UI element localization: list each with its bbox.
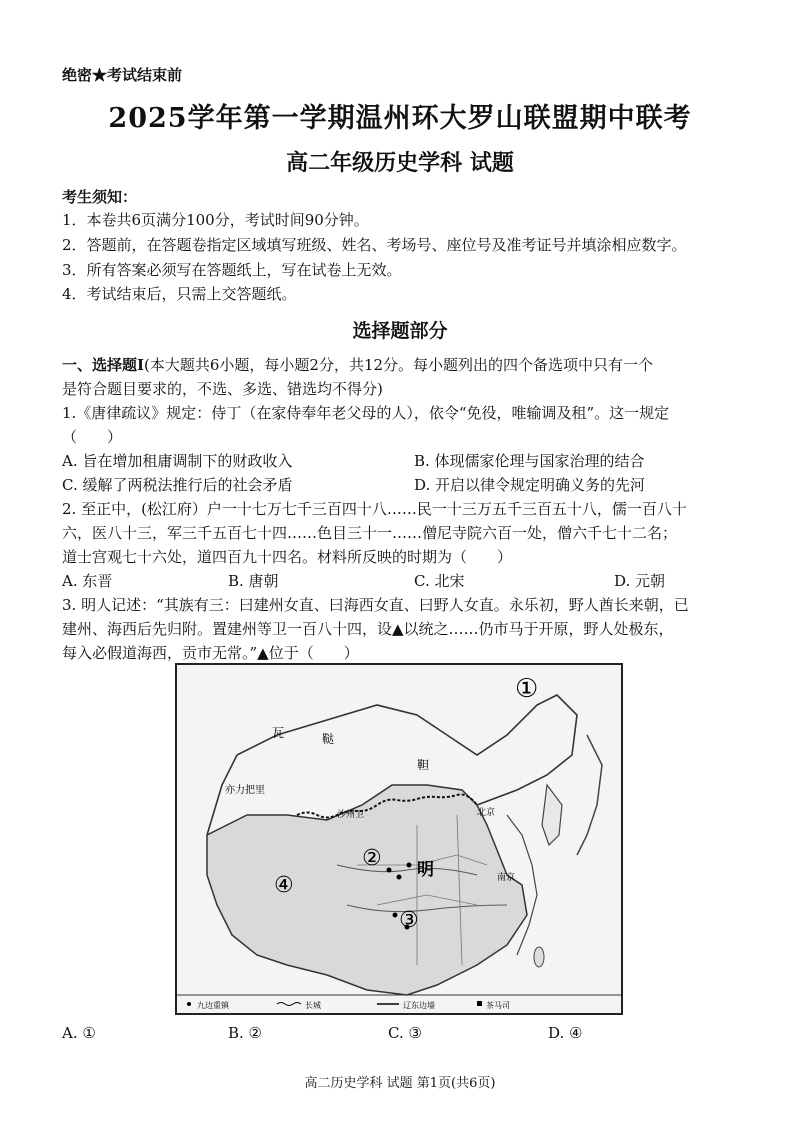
map-label: 北京: [477, 808, 496, 818]
map-label: 亦力把里: [225, 785, 265, 796]
part-label: 一、选择题Ⅰ: [62, 356, 145, 374]
map-label: 瓦: [272, 726, 285, 740]
ming-map: [175, 663, 623, 1015]
legend-item: 九边重镇: [197, 1001, 229, 1010]
part-intro: [62, 354, 653, 375]
map-label: 沙州卫: [337, 810, 365, 820]
q2-option-b: B. 唐朝: [228, 572, 279, 590]
q1-option-a: A. 旨在增加租庸调制下的财政收入: [62, 452, 293, 470]
q3-stem: 建州、海西后先归附。置建州等卫一百八十四，设▲以统之……仍市马于开原，野人处极东，: [62, 620, 674, 638]
legend-item: 茶马司: [486, 1001, 510, 1010]
legend-item: 长城: [305, 1001, 321, 1010]
map-label: 南京: [497, 873, 516, 883]
q1-stem: 1.《唐律疏议》规定：侍丁（在家侍奉年老父母的人），依令“免役，唯输调及租”。这一规定: [62, 404, 670, 422]
map-label: 明: [417, 860, 434, 880]
q2-stem: 道士宫观七十六处，道四百九十四名。材料所反映的时期为（ ）: [62, 548, 513, 566]
q2-stem: 2. 至正中，(松江府）户一十七万七千三百四十八……民一十三万五千三百五十八，儒一百八十: [62, 500, 687, 518]
q2-option-d: D. 元朝: [614, 572, 666, 590]
exam-title: 2025学年第一学期温州环大罗山联盟期中联考: [108, 103, 692, 134]
marker-2: ②: [362, 846, 382, 871]
exam-subtitle: 高二年级历史学科 试题: [286, 150, 514, 176]
q1-option-c: C. 缓解了两税法推行后的社会矛盾: [62, 476, 293, 494]
q2-stem: 六，医八十三，军三千五百七十四……色目三十一……僧尼寺院六百一处，僧六千七十二名；: [62, 524, 678, 542]
q1-blank: （ ）: [62, 428, 123, 446]
part-desc: (本大题共6小题，每小题2分，共12分。每小题列出的四个备选项中只有一个: [144, 356, 654, 374]
confidential-label: 绝密★考试结束前: [62, 66, 183, 84]
q3-option-b: B. ②: [228, 1024, 263, 1042]
map-label: 鞑: [322, 732, 335, 746]
map-drawing: [177, 665, 621, 1013]
q3-option-a: A. ①: [62, 1024, 96, 1042]
notice-item: 3．所有答案必须写在答题纸上，写在试卷上无效。: [62, 261, 402, 279]
q1-option-d: D. 开启以律令规定明确义务的先河: [414, 476, 646, 494]
q2-option-a: A. 东晋: [62, 572, 113, 590]
page-footer: 高二历史学科 试题 第1页(共6页): [304, 1076, 496, 1091]
notice-item: 1．本卷共6页满分100分，考试时间90分钟。: [62, 211, 369, 229]
marker-1: ①: [515, 674, 539, 704]
q3-stem: 3. 明人记述：“其族有三：曰建州女直、曰海西女直、曰野人女直。永乐初，野人酋长来朝，已: [62, 596, 689, 614]
part-desc-2: 是符合题目要求的，不选、多选、错选均不得分): [62, 380, 383, 398]
map-label: 靼: [417, 758, 430, 772]
legend-item: 辽东边墙: [403, 1001, 435, 1010]
q1-option-b: B. 体现儒家伦理与国家治理的结合: [414, 452, 645, 470]
marker-4: ④: [274, 873, 294, 898]
q3-option-d: D. ④: [548, 1024, 583, 1042]
marker-3: ③: [399, 908, 419, 933]
notice-heading: 考生须知：: [62, 188, 138, 206]
q2-option-c: C. 北宋: [414, 572, 465, 590]
q3-option-c: C. ③: [388, 1024, 422, 1042]
section-title: 选择题部分: [352, 320, 448, 342]
q3-stem: 每入必假道海西，贡市无常。”▲位于（ ）: [62, 644, 359, 662]
notice-item: 2．答题前，在答题卷指定区域填写班级、姓名、考场号、座位号及准考证号并填涂相应数字。: [62, 236, 687, 254]
notice-item: 4．考试结束后，只需上交答题纸。: [62, 285, 297, 303]
